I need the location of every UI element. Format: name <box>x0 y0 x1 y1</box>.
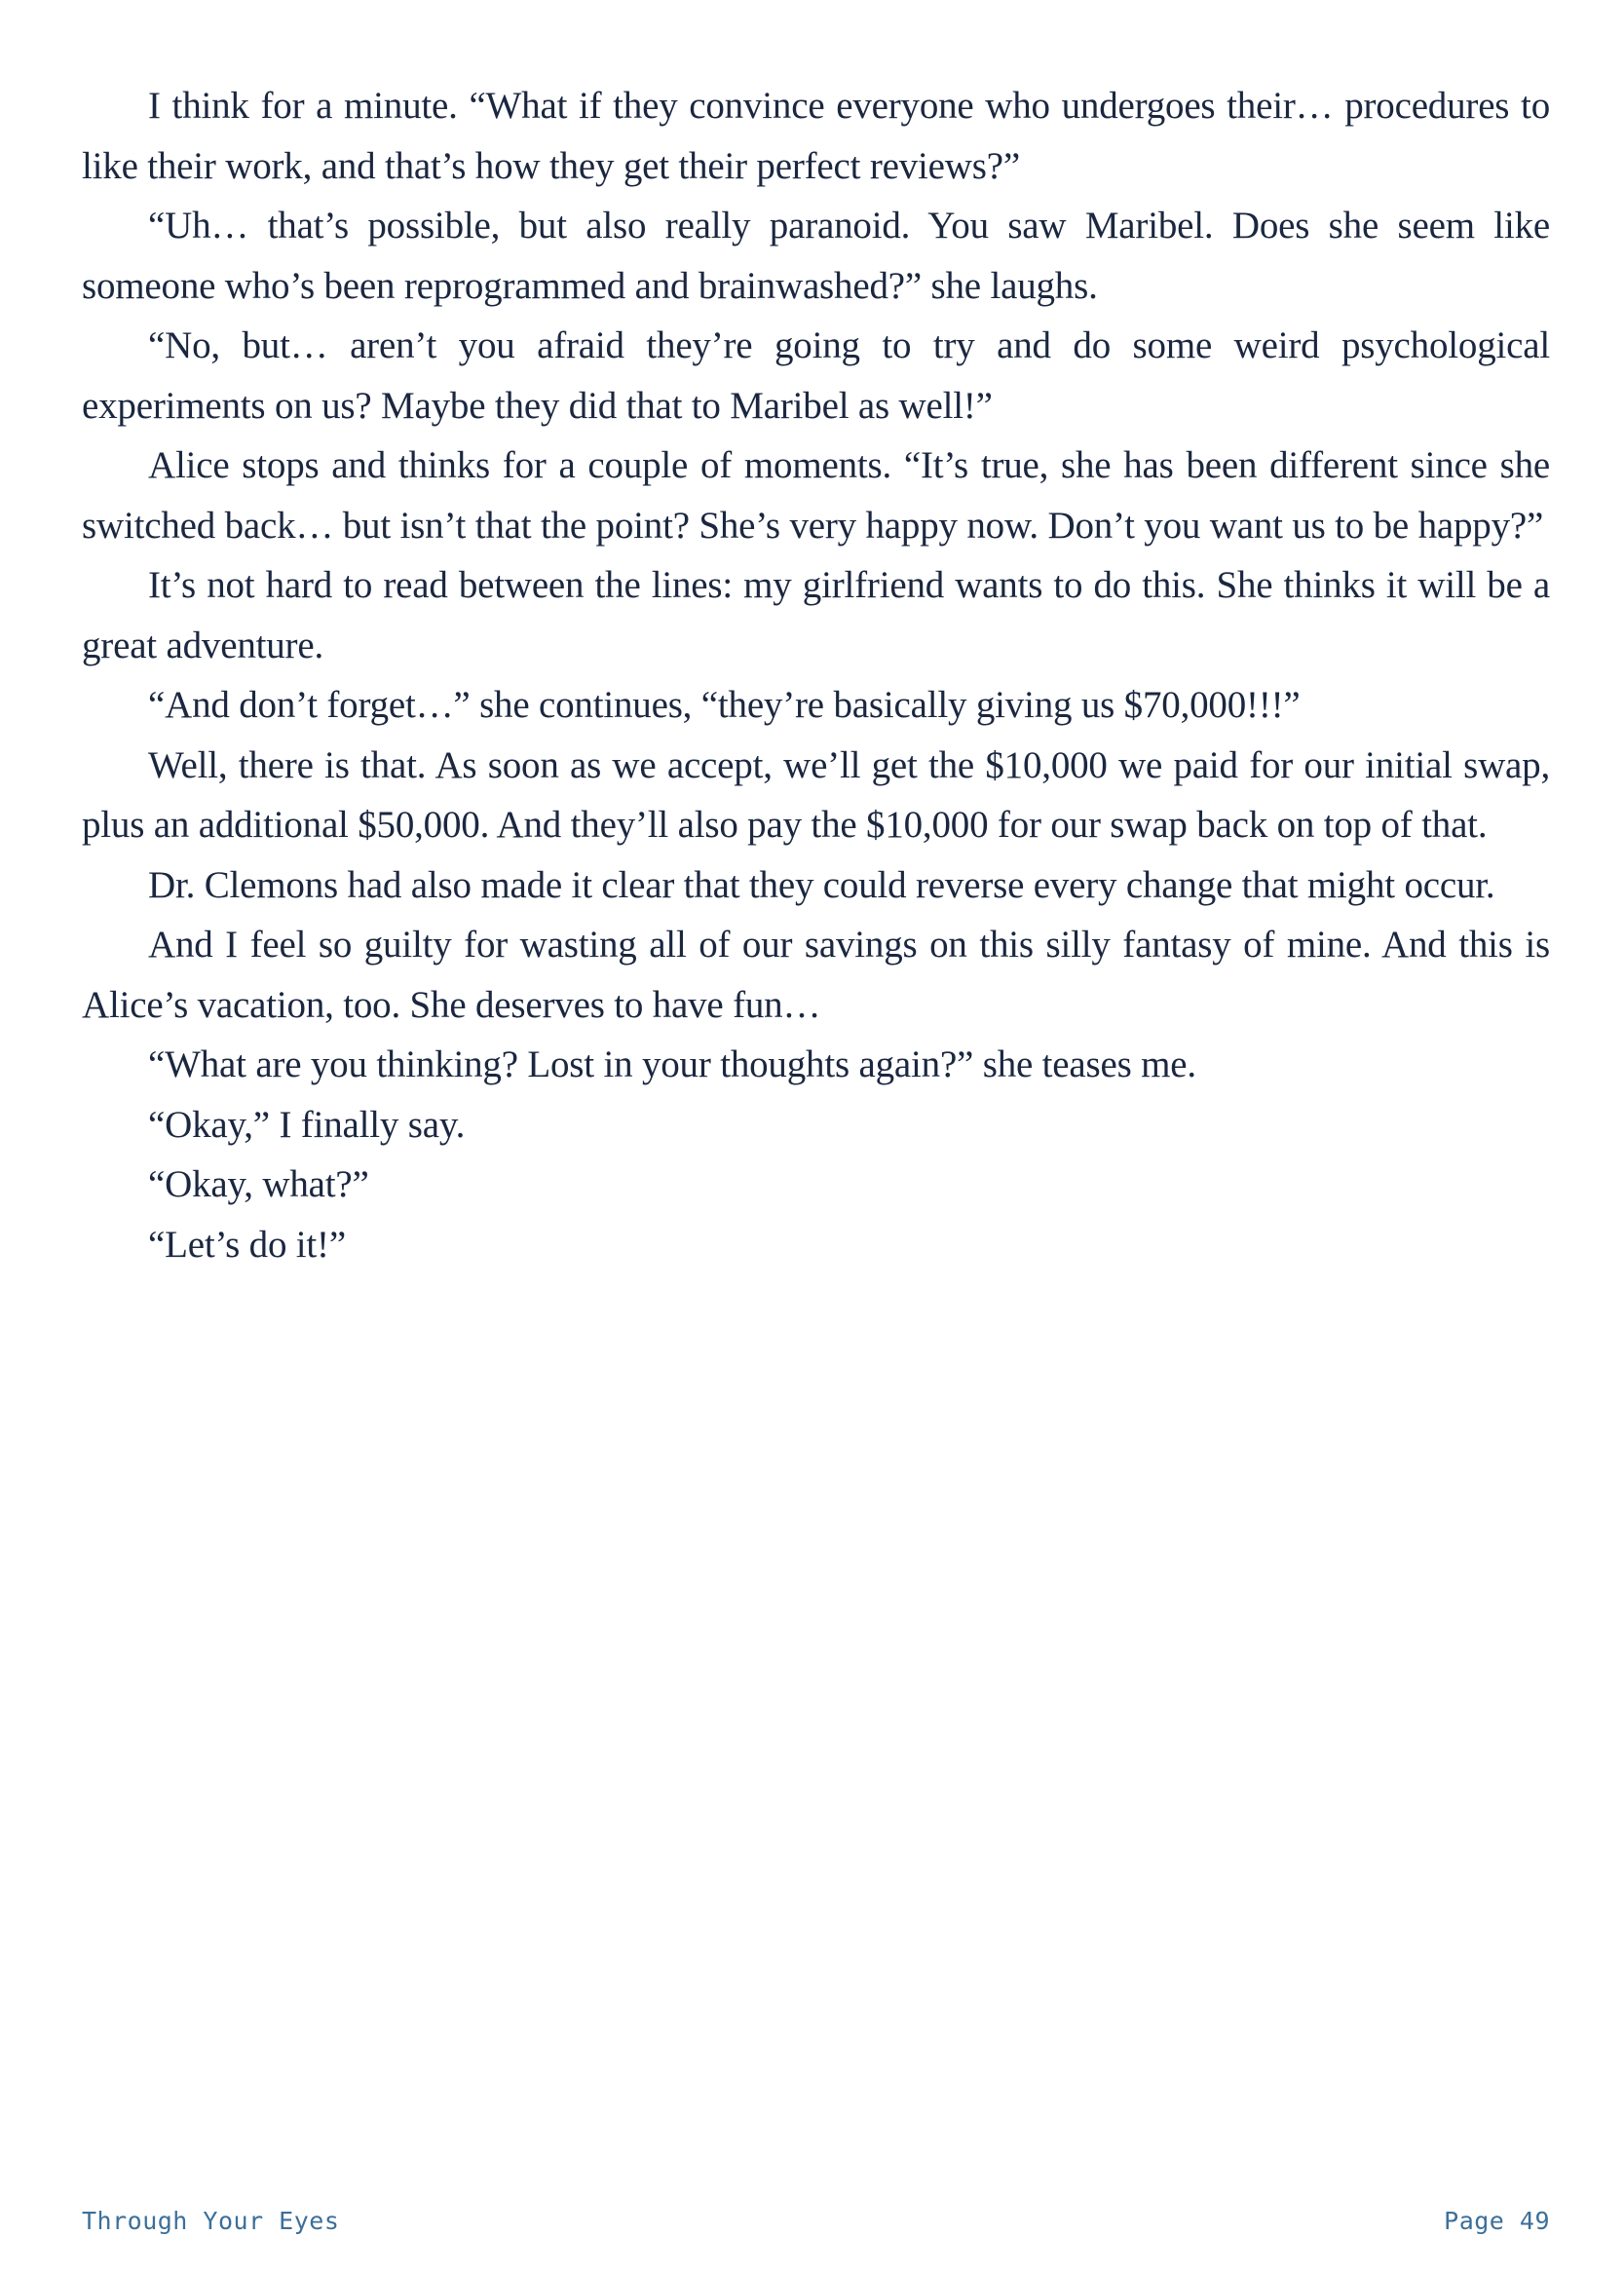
paragraph: “Okay, what?” <box>148 1163 369 1205</box>
paragraph: It’s not hard to read between the lines: my girlfriend wants to do this. She thinks it will be a great adventure. <box>82 564 1550 666</box>
paragraph: “No, but… aren’t you afraid they’re going to try and do some weird psychological experiments on us? Maybe they did that to Maribel as well!” <box>82 324 1550 427</box>
paragraph: “And don’t forget…” she continues, “they’re basically giving us $70,000!!!” <box>148 684 1301 726</box>
paragraph: “Uh… that’s possible, but also really paranoid. You saw Maribel. Does she seem like someone who’s been reprogrammed and brainwashed?” she laughs. <box>82 205 1550 307</box>
paragraph: Alice stops and thinks for a couple of moments. “It’s true, she has been different since she switched back… but isn’t that the point? She’s very happy now. Don’t you want us to be happy?” <box>82 444 1550 547</box>
page-body-text <box>82 76 1550 1274</box>
paragraph: Well, there is that. As soon as we accept, we’ll get the $10,000 we paid for our initial swap, plus an additional $50,000. And they’ll also pay the $10,000 for our swap back on top of that. <box>82 743 1550 846</box>
paragraph: “Let’s do it!” <box>148 1223 346 1266</box>
paragraph: And I feel so guilty for wasting all of our savings on this silly fantasy of mine. And this is Alice’s vacation, too. She deserves to have fun… <box>82 924 1550 1026</box>
paragraph: “Okay,” I finally say. <box>148 1103 466 1146</box>
footer-page-number: Page 49 <box>1444 2207 1550 2235</box>
paragraph: I think for a minute. “What if they convince everyone who undergoes their… procedures to like their work, and that’s how they get their perfect reviews?” <box>82 85 1550 187</box>
paragraph: “What are you thinking? Lost in your thoughts again?” she teases me. <box>148 1043 1196 1085</box>
paragraph: Dr. Clemons had also made it clear that they could reverse every change that might occur. <box>148 863 1495 906</box>
footer-book-title: Through Your Eyes <box>82 2207 340 2235</box>
